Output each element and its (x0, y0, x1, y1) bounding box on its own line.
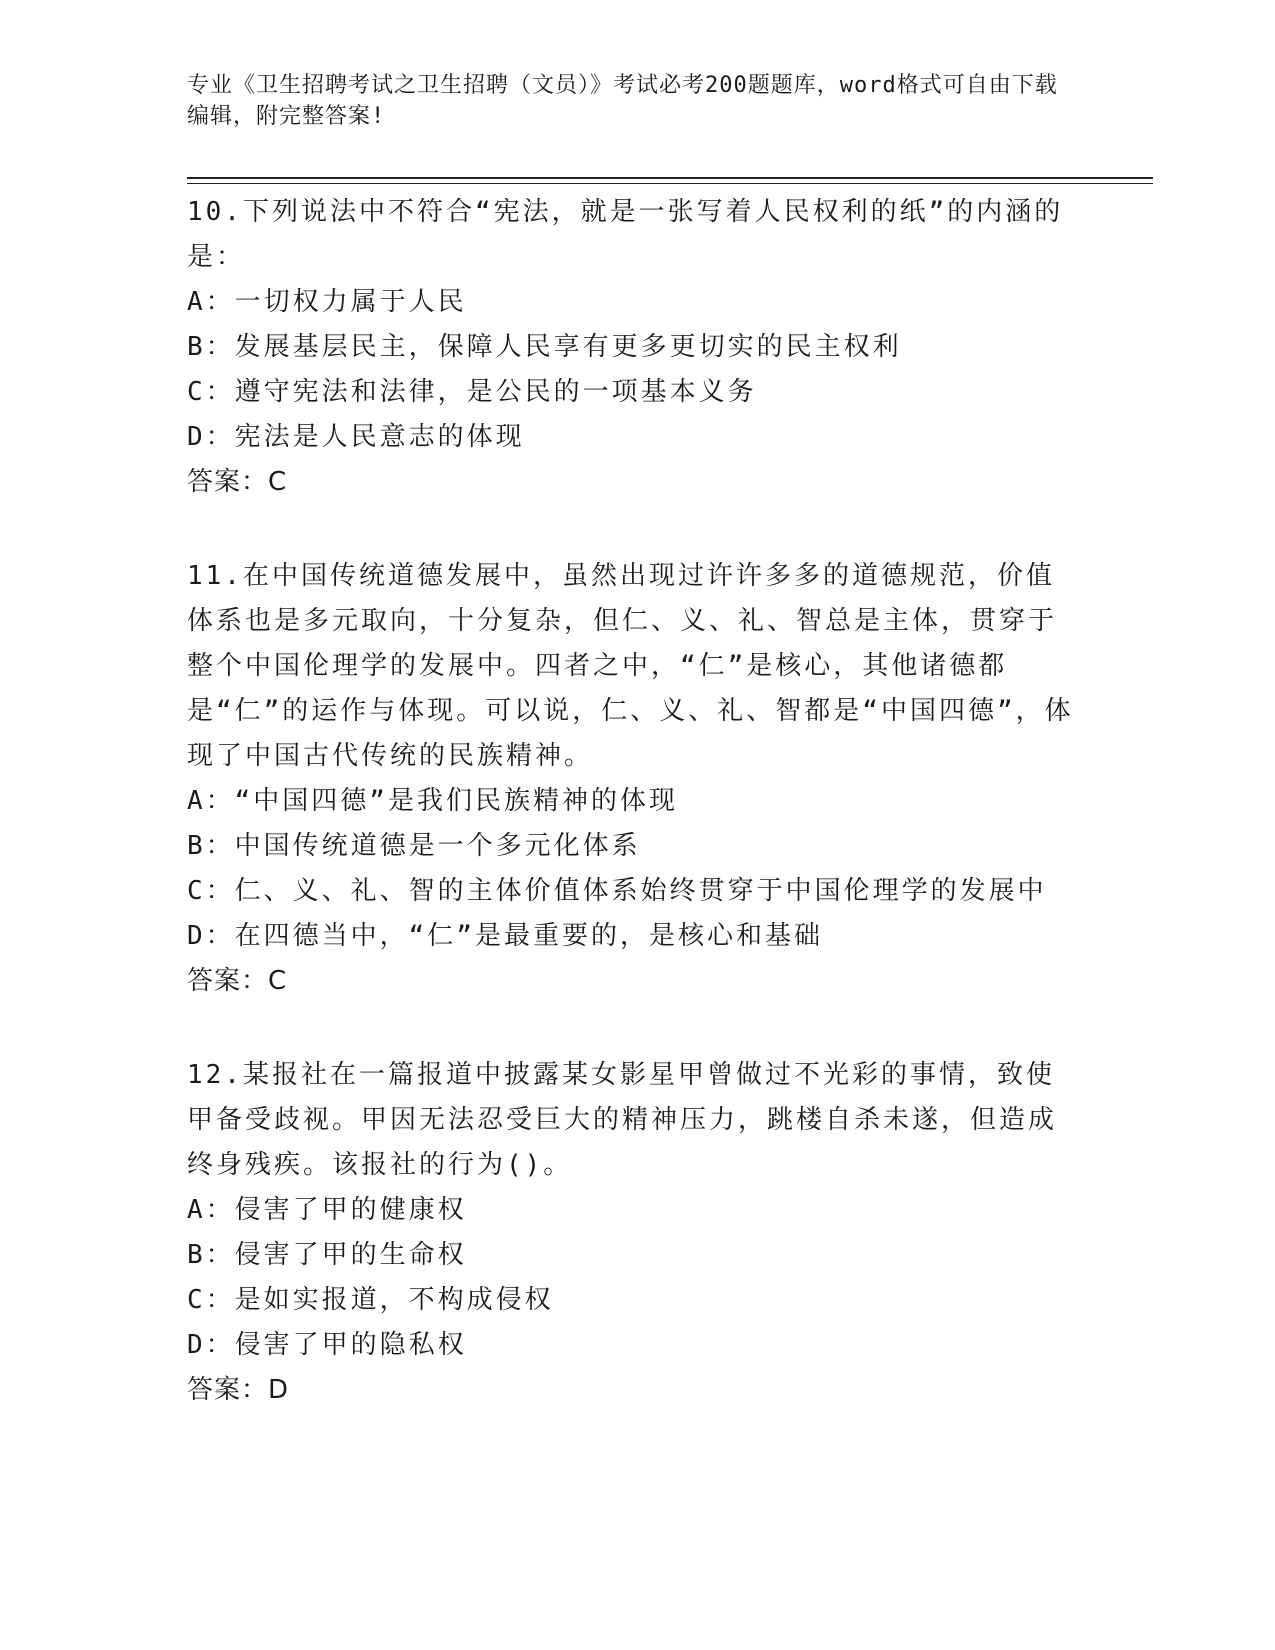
question-12 (187, 1053, 1077, 1413)
question-10 (187, 190, 1077, 505)
option-c: C：仁、义、礼、智的主体价值体系始终贯穿于中国伦理学的发展中 (187, 876, 1047, 906)
answer-line: 答案：C (187, 966, 288, 996)
question-list (187, 190, 1077, 1413)
document-header: 专业《卫生招聘考试之卫生招聘（文员）》考试必考200题题库，word格式可自由下载编辑，附完整答案! (187, 73, 1058, 129)
answer-line: 答案：C (187, 467, 288, 497)
option-a: A：侵害了甲的健康权 (187, 1195, 467, 1225)
option-a: A：一切权力属于人民 (187, 287, 467, 317)
header-divider-thick (187, 177, 1153, 179)
question-stem: 10.下列说法中不符合“宪法，就是一张写着人民权利的纸”的内涵的是： (187, 197, 1064, 272)
option-d: D：在四德当中，“仁”是最重要的，是核心和基础 (187, 921, 823, 951)
question-stem: 11.在中国传统道德发展中，虽然出现过许许多多的道德规范，价值体系也是多元取向，十分复杂，但仁、义、礼、智总是主体，贯穿于整个中国伦理学的发展中。四者之中，“仁”是核心，其他诸德都是“仁”的运作与体现。可以说，仁、义、礼、智都是“中国四德”，体现了中国古代传统的民族精神。 (187, 561, 1074, 771)
header-divider-thin (187, 183, 1153, 184)
question-11 (187, 554, 1077, 1004)
option-d: D：侵害了甲的隐私权 (187, 1330, 467, 1360)
question-stem: 12.某报社在一篇报道中披露某女影星甲曾做过不光彩的事情，致使甲备受歧视。甲因无法忍受巨大的精神压力，跳楼自杀未遂，但造成终身残疾。该报社的行为()。 (187, 1060, 1058, 1180)
option-c: C：遵守宪法和法律，是公民的一项基本义务 (187, 377, 757, 407)
option-d: D：宪法是人民意志的体现 (187, 422, 525, 452)
option-b: B：侵害了甲的生命权 (187, 1240, 467, 1270)
option-b: B：中国传统道德是一个多元化体系 (187, 831, 641, 861)
option-c: C：是如实报道，不构成侵权 (187, 1285, 554, 1315)
answer-line: 答案：D (187, 1375, 290, 1405)
option-b: B：发展基层民主，保障人民享有更多更切实的民主权利 (187, 332, 902, 362)
option-a: A：“中国四德”是我们民族精神的体现 (187, 786, 678, 816)
